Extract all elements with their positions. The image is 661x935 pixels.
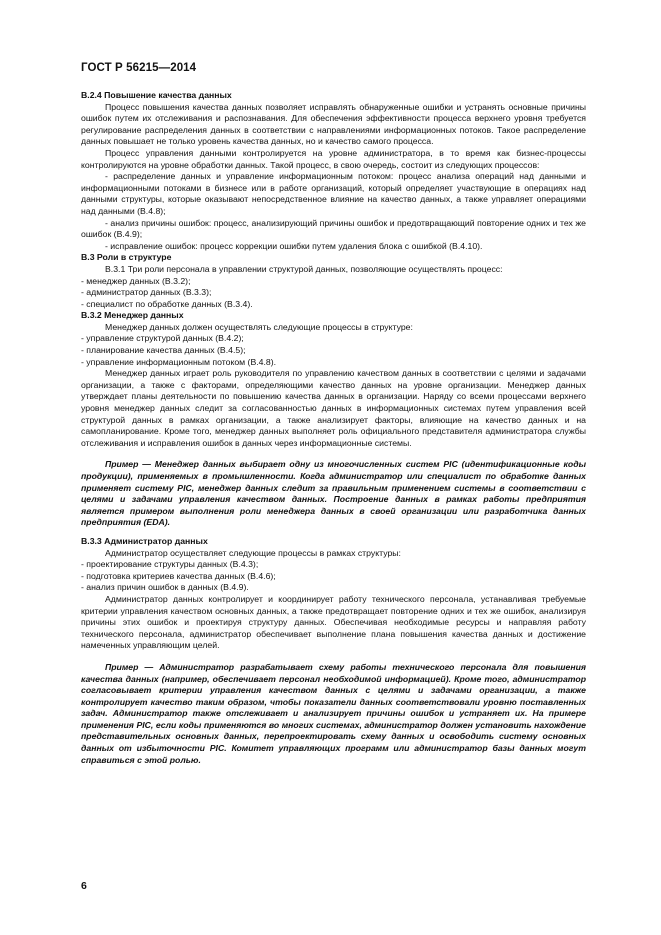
section-b32-title: В.3.2 Менеджер данных bbox=[81, 310, 184, 321]
paragraph: Процесс повышения качества данных позволяет исправлять обнаруженные ошибки и устранять основные причины ошибок путем их отслеживания и распознавания. Для обеспечения эффективности процесса верхнего уровня требуется регулирование распределения данных в соответствии с направлениями информационных потоков. Такое распределение данных повышает не только уровень качества данных, но и качество самого процесса. bbox=[81, 101, 586, 147]
paragraph: Администратор данных контролирует и координирует работу технического персонала, устанавливая требуемые критерии управления качеством основных данных, а также предотвращает повторение одних и тех же ошибок, анализируя причины этих ошибок и проектируя структуру данных. Обеспечивая необходимые ресурсы и направляя работу технического персонала, администратор обеспечивает выполнение плана повышения качества данных и достижение намеченных управляющим целей. bbox=[81, 593, 586, 651]
list-item: - исправление ошибок: процесс коррекции ошибки путем удаления блока с ошибкой (В.4.10). bbox=[105, 240, 483, 251]
list-item: - планирование качества данных (В.4.5); bbox=[81, 345, 246, 356]
list-item: - управление информационным потоком (В.4.8). bbox=[81, 356, 277, 367]
list-item: - проектирование структуры данных (В.4.3); bbox=[81, 559, 259, 570]
section-b3-title: В.3 Роли в структуре bbox=[81, 252, 172, 263]
page-content bbox=[81, 90, 586, 773]
paragraph: Менеджер данных должен осуществлять следующие процессы в структуре: bbox=[105, 321, 413, 332]
paragraph: В.3.1 Три роли персонала в управлении структурой данных, позволяющие осуществлять процесс: bbox=[105, 263, 503, 274]
page-number: 6 bbox=[81, 880, 87, 892]
paragraph: Процесс управления данными контролируется на уровне администратора, в то время как бизнес-процессы контролируются на уровне обработки данных. Такой процесс, в свою очередь, состоит из следующих процессов: bbox=[81, 147, 586, 170]
list-item: - администратор данных (В.3.3); bbox=[81, 287, 212, 298]
list-item: - менеджер данных (В.3.2); bbox=[81, 275, 191, 286]
standard-header: ГОСТ Р 56215—2014 bbox=[81, 62, 197, 74]
example-paragraph: Пример — Менеджер данных выбирает одну из многочисленных систем PIC (идентификационные коды продукции), применяемых в промышленности. Когда администратор или специалист по обработке данных применяет систему PIC, менеджер данных следит за правильным применением системы в соответствии с целями и задачами управления качеством данных. Построение данных в рамках работы предприятия является примером выполнения роли менеджера данных в своей организации или разработчика данных предприятия (EDA). bbox=[81, 459, 586, 528]
section-b24-title: В.2.4 Повышение качества данных bbox=[81, 90, 232, 100]
section-b33-title: В.3.3 Администратор данных bbox=[81, 535, 208, 546]
list-item: - подготовка критериев качества данных (В.4.6); bbox=[81, 570, 276, 581]
example-paragraph: Пример — Администратор разрабатывает схему работы технического персонала для повышения качества данных (например, обеспечивает персонал необходимой информацией). Кроме того, администратор согласовывает критерии управления качеством данных с целями и задачами организации, а также контролирует качество таким образом, чтобы показатели данных соответствовали уровню поставленных задач. Администратор также отслеживает и анализирует причины ошибок и устраняет их. На примере применения PIC, если коды применяются во многих системах, администратор должен установить нахождение представительных основных данных, перепроектировать схему данных и освободить систему основных данных от избыточности PIC. Комитет управляющих программ или администратор базы данных могут справиться с этой ролью. bbox=[81, 661, 586, 765]
list-item: - управление структурой данных (В.4.2); bbox=[81, 333, 244, 344]
paragraph: Администратор осуществляет следующие процессы в рамках структуры: bbox=[105, 547, 401, 558]
list-item: - распределение данных и управление информационным потоком: процесс анализа операций над данными и информационными потоками в бизнесе или в работе организаций, который определяет участвующие в операциях над данными структуры, которые оказывают непосредственное влияние на качество данных, а также управляет операциями над данными (В.4.8); bbox=[81, 171, 586, 216]
list-item: - анализ причины ошибок: процесс, анализирующий причины ошибок и предотвращающий повторение одних и тех же ошибок (В.4.9); bbox=[81, 217, 586, 240]
list-item: - специалист по обработке данных (В.3.4). bbox=[81, 298, 253, 309]
list-item: - анализ причин ошибок в данных (В.4.9). bbox=[81, 582, 249, 593]
paragraph: Менеджер данных играет роль руководителя по управлению качеством данных в соответствии с целями и задачами организации, а также с факторами, определяющими качество данных на уровне организации. Менеджер данных утверждает планы деятельности по повышению качества данных в организации. Наряду со всеми процессами верхнего уровня менеджер данных следит за согласованностью данных в информационных системах путем управления всей структурой данных в рамках организации, а также анализирует факторы, влияющие на качество данных и на самопланирование. Кроме того, менеджер данных выполняет роль официального представителя администратора службы отслеживания и исправления ошибок в данных через информационные системы. bbox=[81, 368, 586, 448]
